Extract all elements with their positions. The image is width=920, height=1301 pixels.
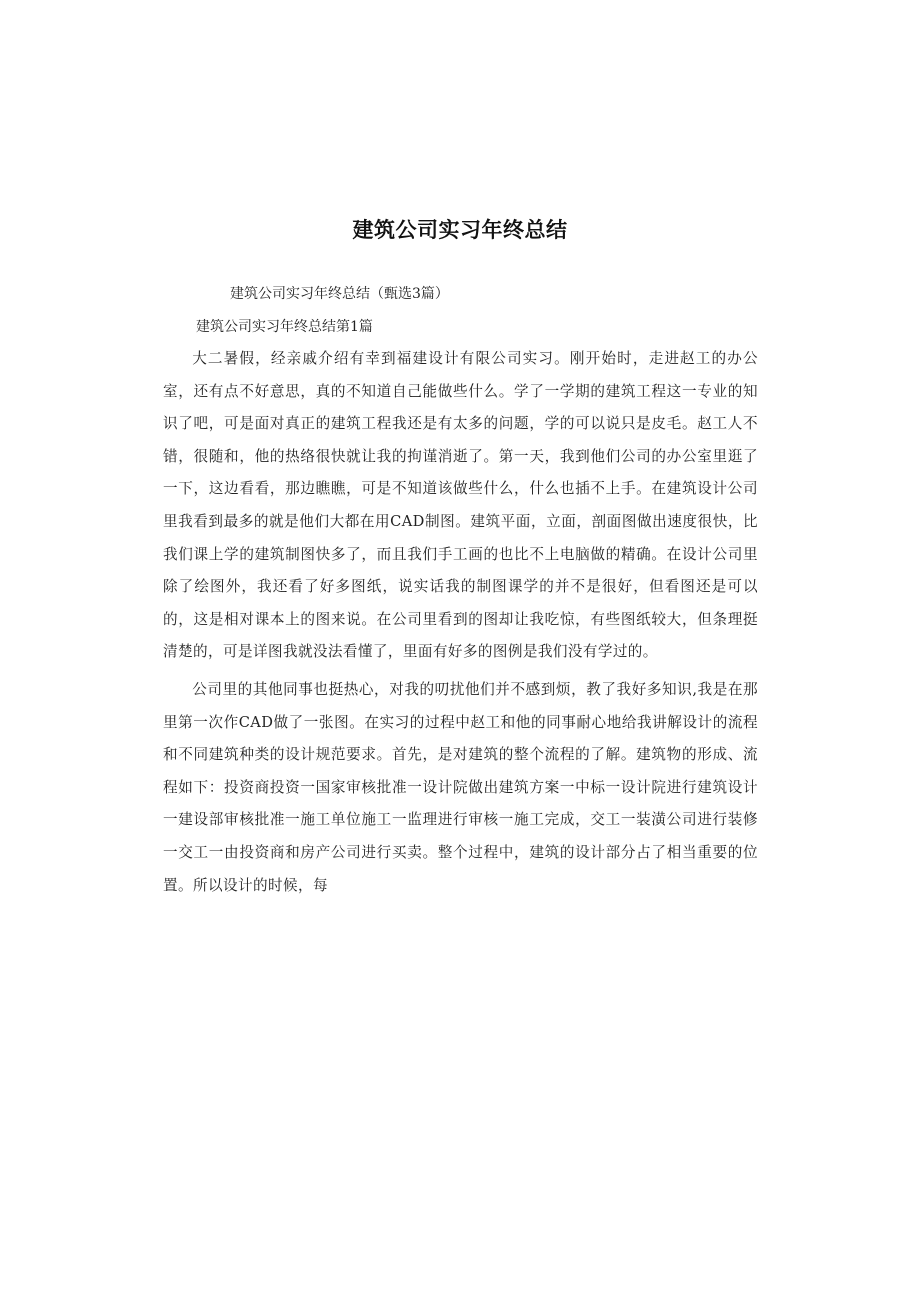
paragraph-1: 大二暑假，经亲戚介绍有幸到福建设计有限公司实习。刚开始时，走进赵工的办公室，还有点不好意思，真的不知道自己能做些什么。学了一学期的建筑工程这一专业的知识了吧，可是面对真正的建筑工程我还是有太多的问题，学的可以说只是皮毛。赵工人不错，很随和，他的热络很快就让我的拘谨消逝了。第一天，我到他们公司的办公室里逛了一下，这边看看，那边瞧瞧，可是不知道该做些什么，什么也插不上手。在建筑设计公司里我看到最多的就是他们大都在用CAD制图。建筑平面，立面，剖面图做出速度很快，比我们课上学的建筑制图快多了，而且我们手工画的也比不上电脑做的精确。在设计公司里除了绘图外，我还看了好多图纸，说实话我的制图课学的并不是很好，但看图还是可以的，这是相对课本上的图来说。在公司里看到的图却让我吃惊，有些图纸较大，但条理挺清楚的，可是详图我就没法看懂了，里面有好多的图例是我们没有学过的。: [163, 350, 758, 661]
paragraph-2: 公司里的其他同事也挺热心，对我的叨扰他们并不感到烦，教了我好多知识,我是在那里第一次作CAD做了一张图。在实习的过程中赵工和他的同事耐心地给我讲解设计的流程和不同建筑种类的设计规范要求。首先，是对建筑的整个流程的了解。建筑物的形成、流程如下：投资商投资一国家审核批准一设计院做出建筑方案一中标一设计院进行建筑设计一建设部审核批准一施工单位施工一监理进行审核一施工完成，交工一装潢公司进行装修一交工一由投资商和房产公司进行买卖。整个过程中，建筑的设计部分占了相当重要的位置。所以设计的时候，每: [163, 680, 758, 894]
document-title: 建筑公司实习年终总结: [352, 218, 568, 242]
section-heading: 建筑公司实习年终总结第1篇: [196, 319, 373, 335]
document-subtitle: 建筑公司实习年终总结（甄选3篇）: [230, 286, 449, 302]
body-text: [163, 343, 758, 907]
